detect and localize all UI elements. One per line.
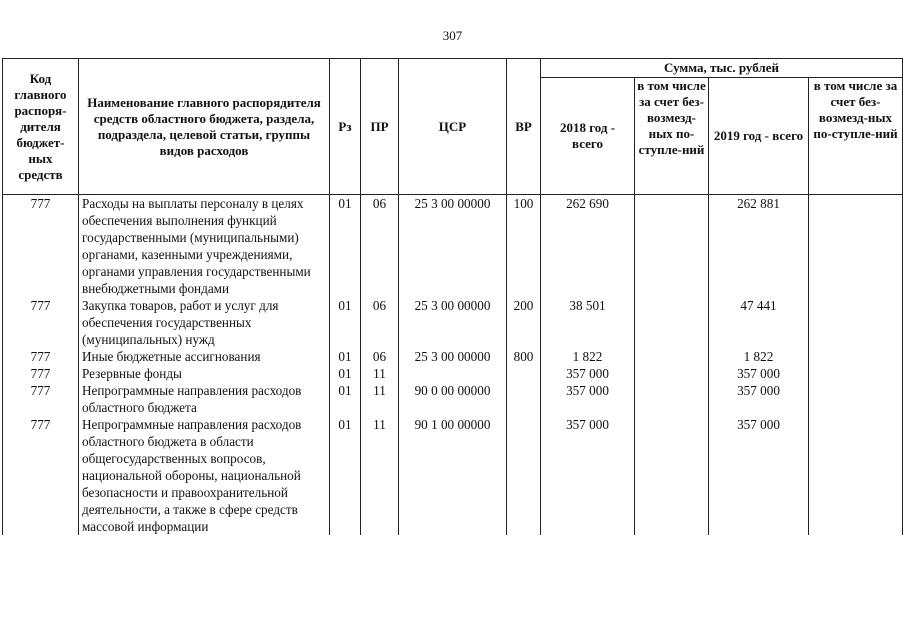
cell-2018-gratuitous <box>635 365 709 382</box>
table-body <box>3 195 903 536</box>
cell-csr: 90 1 00 00000 <box>399 416 507 535</box>
header-pr: ПР <box>361 59 399 195</box>
table-header <box>3 59 903 195</box>
header-vr: ВР <box>507 59 541 195</box>
cell-vr: 800 <box>507 348 541 365</box>
cell-csr <box>399 365 507 382</box>
cell-2019-total: 47 441 <box>709 297 809 348</box>
header-csr: ЦСР <box>399 59 507 195</box>
cell-2018-total: 1 822 <box>541 348 635 365</box>
cell-2018-total: 357 000 <box>541 416 635 535</box>
cell-2019-gratuitous <box>809 365 903 382</box>
cell-code: 777 <box>3 365 79 382</box>
cell-2018-gratuitous <box>635 297 709 348</box>
cell-rz: 01 <box>330 348 361 365</box>
cell-2019-gratuitous <box>809 195 903 298</box>
header-name: Наименование главного распорядителя средств областного бюджета, раздела, подраздела, целевой статьи, группы видов расходов <box>79 59 330 195</box>
cell-pr: 06 <box>361 297 399 348</box>
budget-table <box>2 58 903 535</box>
page-number: 307 <box>442 28 463 43</box>
cell-csr: 25 3 00 00000 <box>399 348 507 365</box>
cell-name: Непрограммные направления расходов областного бюджета в области общегосударственных вопросов, национальной обороны, национальной безопасности и правоохранительной деятельности, а также в сфере средств массовой информации <box>79 416 330 535</box>
cell-name: Закупка товаров, работ и услуг для обеспечения государственных (муниципальных) нужд <box>79 297 330 348</box>
header-2019-gratuitous: в том числе за счет без-возмезд-ных по-ступле-ний <box>809 78 903 195</box>
header-2018-total: 2018 год - всего <box>541 78 635 195</box>
cell-2019-total: 357 000 <box>709 416 809 535</box>
cell-vr: 100 <box>507 195 541 298</box>
cell-2019-gratuitous <box>809 416 903 535</box>
table-row <box>3 348 903 365</box>
cell-2019-gratuitous <box>809 382 903 416</box>
table-row <box>3 382 903 416</box>
cell-2018-total: 357 000 <box>541 382 635 416</box>
cell-code: 777 <box>3 348 79 365</box>
cell-rz: 01 <box>330 382 361 416</box>
cell-name: Иные бюджетные ассигнования <box>79 348 330 365</box>
cell-2019-total: 1 822 <box>709 348 809 365</box>
cell-vr <box>507 382 541 416</box>
cell-2019-gratuitous <box>809 297 903 348</box>
cell-2019-gratuitous <box>809 348 903 365</box>
cell-rz: 01 <box>330 195 361 298</box>
cell-name: Резервные фонды <box>79 365 330 382</box>
cell-vr <box>507 365 541 382</box>
cell-pr: 06 <box>361 348 399 365</box>
table-row <box>3 365 903 382</box>
cell-2019-total: 357 000 <box>709 365 809 382</box>
cell-code: 777 <box>3 416 79 535</box>
header-2019-total: 2019 год - всего <box>709 78 809 195</box>
cell-code: 777 <box>3 297 79 348</box>
cell-csr: 90 0 00 00000 <box>399 382 507 416</box>
cell-pr: 11 <box>361 365 399 382</box>
cell-2018-gratuitous <box>635 382 709 416</box>
cell-pr: 11 <box>361 416 399 535</box>
header-sum-group: Сумма, тыс. рублей <box>541 59 903 78</box>
cell-name: Расходы на выплаты персоналу в целях обеспечения выполнения функций государственными (муниципальными) органами, казенными учреждениями, органами управления государственными внебюджетными фондами <box>79 195 330 298</box>
cell-pr: 06 <box>361 195 399 298</box>
cell-2019-total: 262 881 <box>709 195 809 298</box>
cell-code: 777 <box>3 382 79 416</box>
cell-2018-total: 357 000 <box>541 365 635 382</box>
header-2018-gratuitous: в том числе за счет без-возмезд-ных по-ступле-ний <box>635 78 709 195</box>
table-row <box>3 297 903 348</box>
cell-rz: 01 <box>330 416 361 535</box>
cell-csr: 25 3 00 00000 <box>399 195 507 298</box>
cell-2018-total: 262 690 <box>541 195 635 298</box>
table-row <box>3 195 903 298</box>
cell-2018-gratuitous <box>635 348 709 365</box>
table-row <box>3 416 903 535</box>
cell-2018-total: 38 501 <box>541 297 635 348</box>
cell-pr: 11 <box>361 382 399 416</box>
cell-2019-total: 357 000 <box>709 382 809 416</box>
cell-rz: 01 <box>330 297 361 348</box>
cell-name: Непрограммные направления расходов областного бюджета <box>79 382 330 416</box>
cell-rz: 01 <box>330 365 361 382</box>
cell-2018-gratuitous <box>635 195 709 298</box>
cell-2018-gratuitous <box>635 416 709 535</box>
cell-code: 777 <box>3 195 79 298</box>
header-code: Код главного распоря-дителя бюджет-ных средств <box>3 59 79 195</box>
header-rz: Рз <box>330 59 361 195</box>
cell-csr: 25 3 00 00000 <box>399 297 507 348</box>
cell-vr <box>507 416 541 535</box>
cell-vr: 200 <box>507 297 541 348</box>
